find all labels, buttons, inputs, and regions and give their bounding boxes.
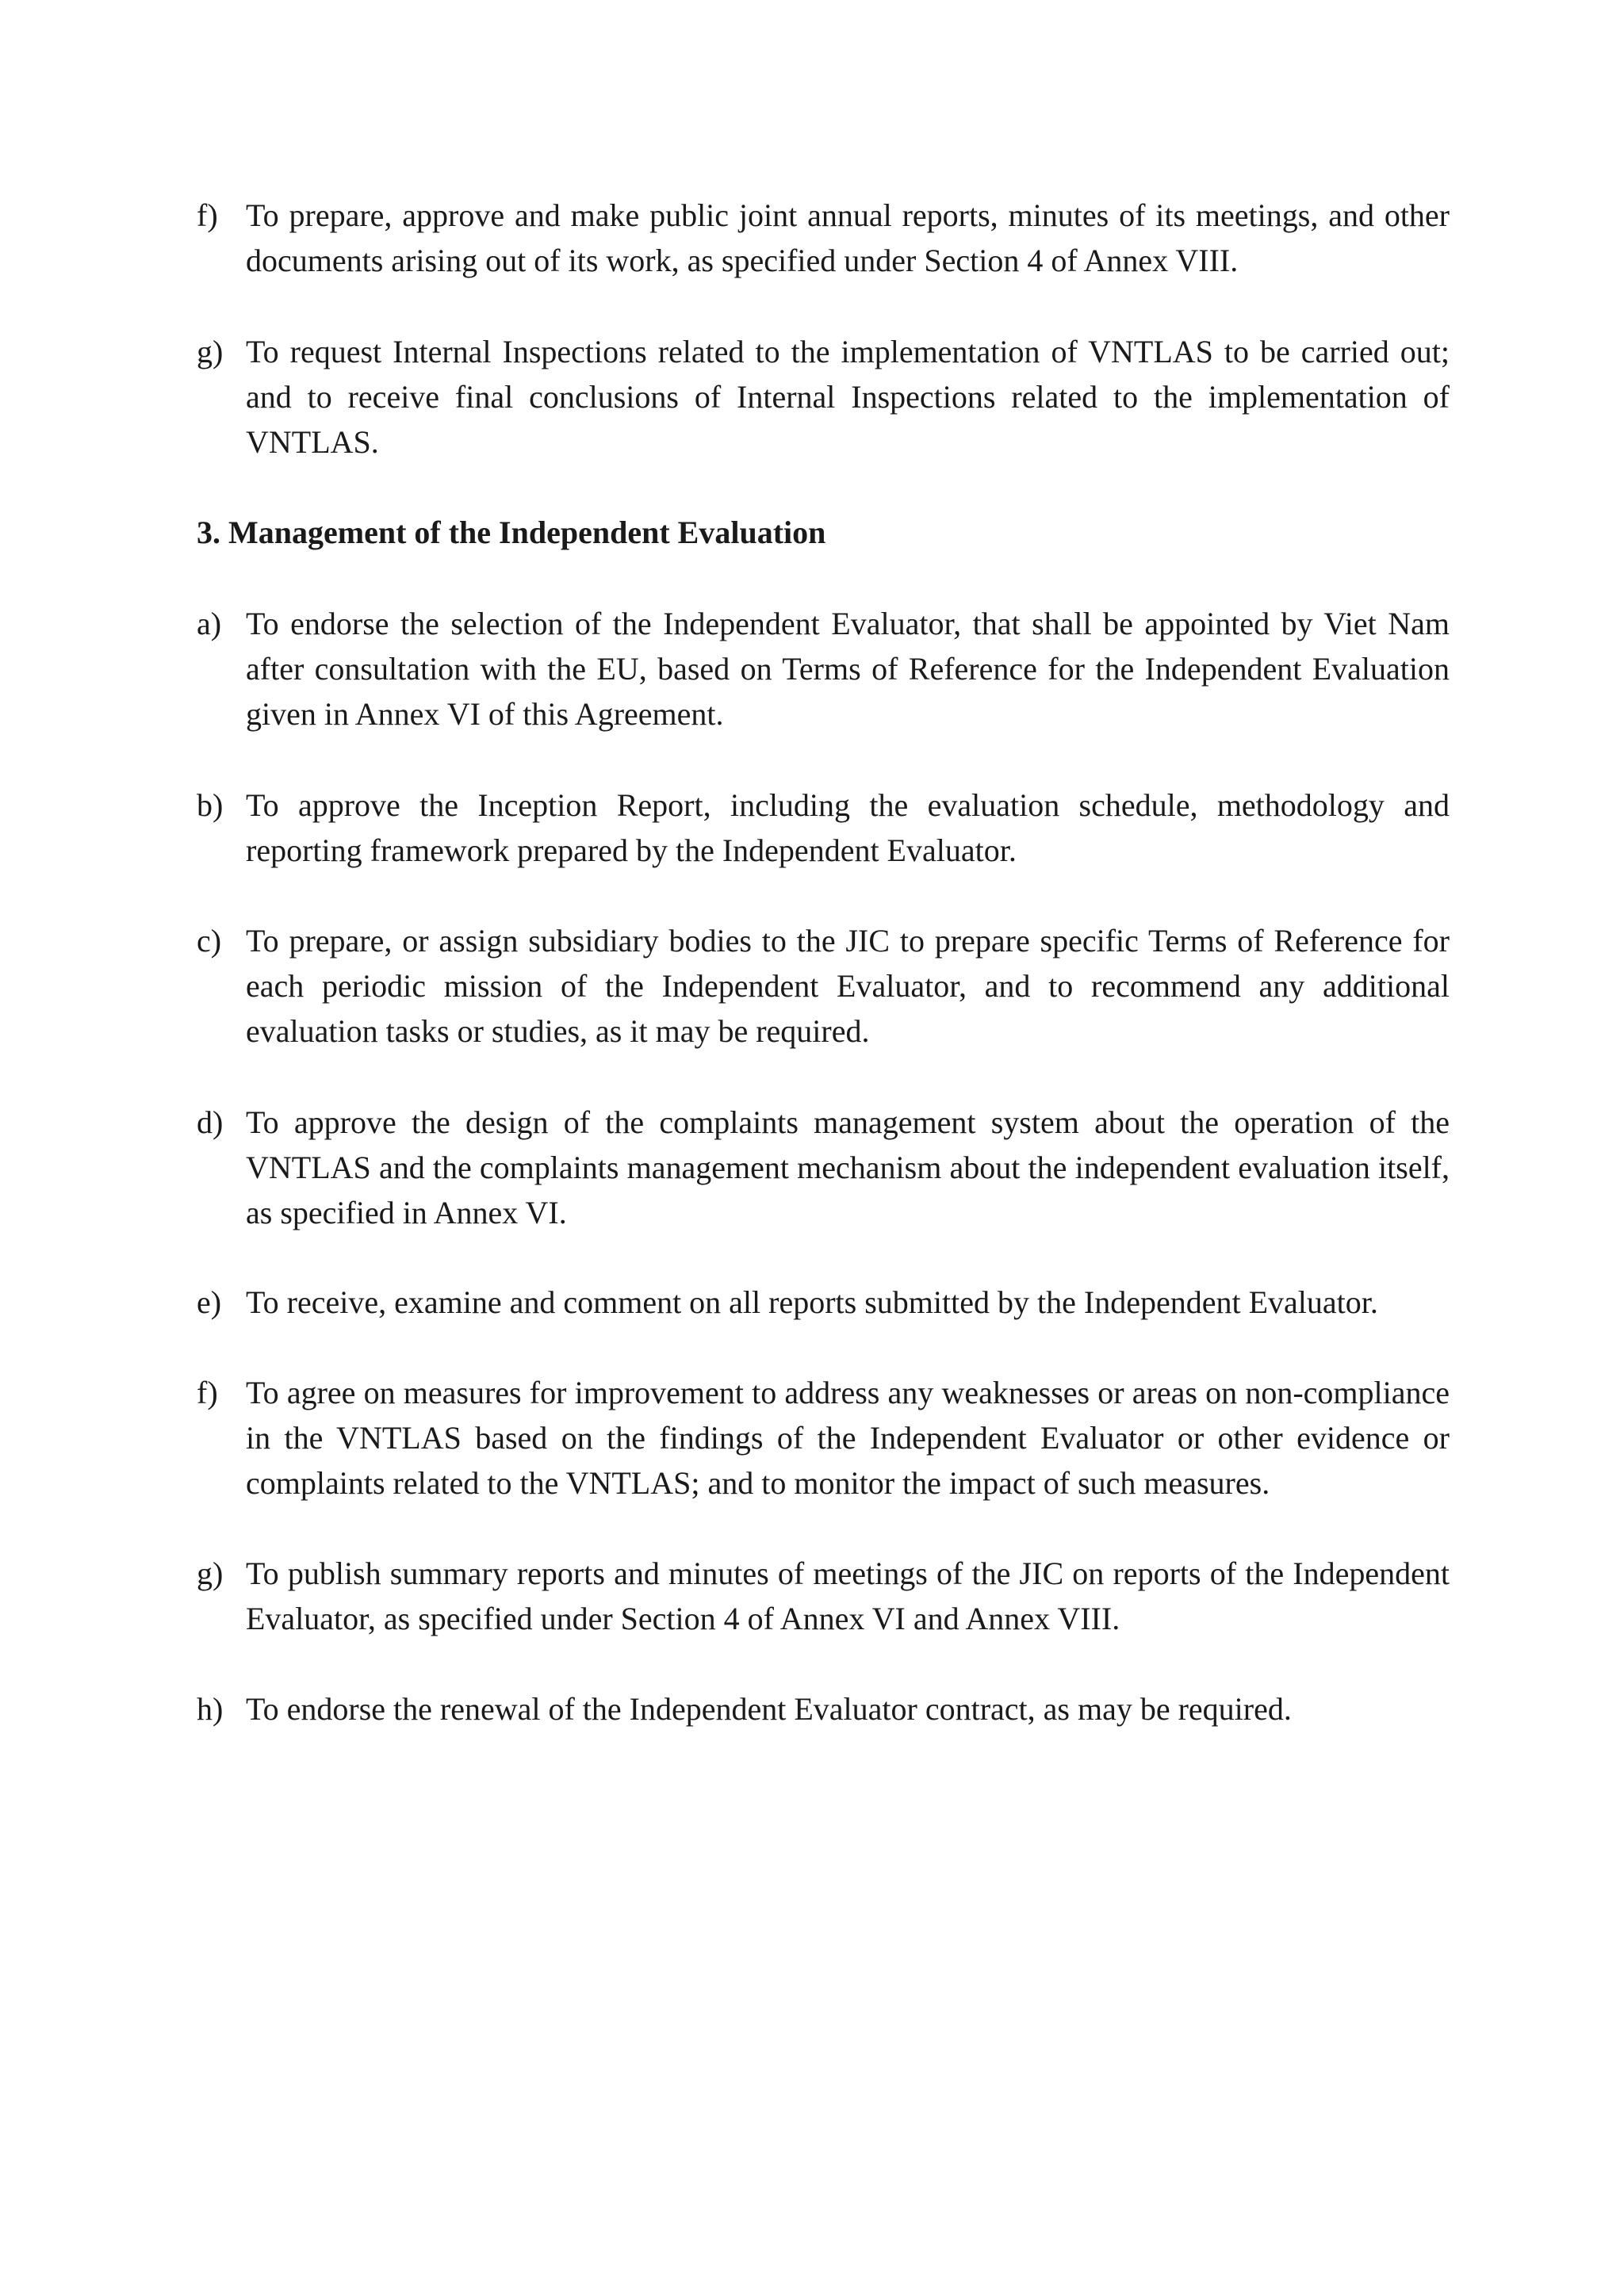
list-item-text: To agree on measures for improvement to address any weaknesses or areas on non-compliance in the VNTLAS based on the findings of the Independent Evaluator or other evidence or complaints related to the VNTLAS; and to monitor the impact of such measures. [246,1375,1450,1501]
list-item-text: To approve the design of the complaints management system about the operation of the VNTLAS and the complaints management mechanism about the independent evaluation itself, as specified in Annex VI. [246,1104,1450,1230]
list-marker: h) [197,1691,224,1727]
list-marker: a) [197,606,222,641]
list-item-a [197,601,1450,737]
list-marker: f) [197,197,218,233]
list-item-text: To prepare, or assign subsidiary bodies to the JIC to prepare specific Terms of Reference for each periodic mission of the Independent Evaluator, and to recommend any additional evaluation tasks or studies, as it may be required. [246,923,1450,1049]
list-item-text: To request Internal Inspections related to the implementation of VNTLAS to be carried out; and to receive final conclusions of Internal Inspections related to the implementation of VNTLAS. [246,334,1450,460]
list-item-c [197,918,1450,1054]
list-item-text: To endorse the renewal of the Independent Evaluator contract, as may be required. [246,1691,1292,1727]
list-item-f [197,1370,1450,1506]
list-item-g [197,1551,1450,1641]
list-marker: d) [197,1104,224,1140]
list-marker: f) [197,1375,218,1410]
list-marker: g) [197,1556,224,1591]
list-item-text: To endorse the selection of the Independent Evaluator, that shall be appointed by Viet Nam after consultation with the EU, based on Terms of Reference for the Independent Evaluation given in Annex VI of this Agreement. [246,606,1450,732]
list-item-e [197,1280,1450,1325]
list-item-text: To publish summary reports and minutes of meetings of the JIC on reports of the Independent Evaluator, as specified under Section 4 of Annex VI and Annex VIII. [246,1556,1450,1636]
list-item-d [197,1100,1450,1235]
list-item-g-top [197,329,1450,465]
section-heading: 3. Management of the Independent Evaluation [197,515,826,550]
list-marker: b) [197,787,224,823]
list-marker: e) [197,1284,222,1320]
list-item-b [197,783,1450,873]
list-item-h [197,1686,1450,1732]
list-marker: c) [197,923,222,959]
list-item-text: To receive, examine and comment on all reports submitted by the Independent Evaluator. [246,1284,1378,1320]
list-marker: g) [197,334,224,369]
list-item-f-top [197,193,1450,283]
list-item-text: To prepare, approve and make public joint annual reports, minutes of its meetings, and other documents arising out of its work, as specified under Section 4 of Annex VIII. [246,197,1450,278]
list-item-text: To approve the Inception Report, including the evaluation schedule, methodology and reporting framework prepared by the Independent Evaluator. [246,787,1450,868]
